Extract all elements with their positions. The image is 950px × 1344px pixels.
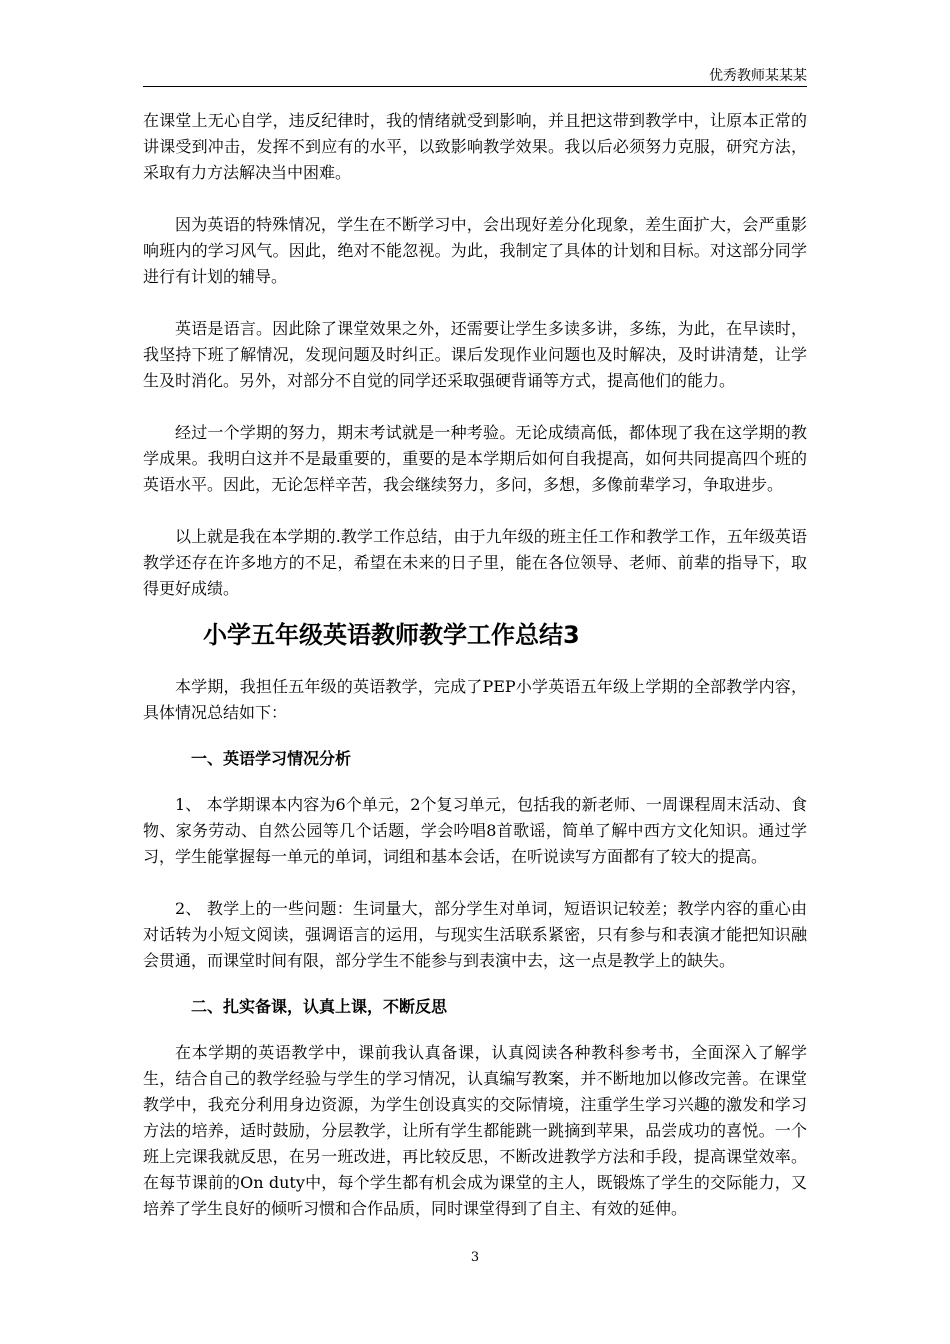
section-title: 小学五年级英语教师教学工作总结3 [203,621,580,649]
document-body [143,108,807,1248]
body-paragraph: 经过一个学期的努力，期末考试就是一种考验。无论成绩高低，都体现了我在这学期的教学成果。我明白这并不是最重要的，重要的是本学期后如何自我提高，如何共同提高四个班的英语水平。因此，无论怎样辛苦，我会继续努力，多问，多想，多像前辈学习，争取进步。 [143,423,807,494]
body-paragraph: 因为英语的特殊情况，学生在不断学习中，会出现好差分化现象，差生面扩大，会严重影响班内的学习风气。因此，绝对不能忽视。为此，我制定了具体的计划和目标。对这部分同学进行有计划的辅导。 [143,215,807,286]
body-paragraph: 在本学期的英语教学中，课前我认真备课，认真阅读各种教科参考书，全面深入了解学生，结合自己的教学经验与学生的学习情况，认真编写教案，并不断地加以修改完善。在课堂教学中，我充分利用身边资源，为学生创设真实的交际情境，注重学生学习兴趣的激发和学习方法的培养，适时鼓励，分层教学，让所有学生都能跳一跳摘到苹果，品尝成功的喜悦。一个班上完课我就反思，在另一班改进，再比较反思，不断改进教学方法和手段，提高课堂效率。在每节课前的On duty中，每个学生都有机会成为课堂的主人，既锻炼了学生的交际能力，又培养了学生良好的倾听习惯和合作品质，同时课堂得到了自主、有效的延伸。 [143,1043,807,1218]
intro-paragraph: 本学期，我担任五年级的英语教学，完成了PEP小学英语五年级上学期的全部教学内容，具体情况总结如下： [143,677,807,722]
body-paragraph: 英语是语言。因此除了课堂效果之外，还需要让学生多读多讲，多练，为此，在早读时，我坚持下班了解情况，发现问题及时纠正。课后发现作业问题也及时解决，及时讲清楚，让学生及时消化。另外，对部分不自觉的同学还采取强硬背诵等方式，提高他们的能力。 [143,319,807,390]
body-paragraph: 以上就是我在本学期的.教学工作总结，由于九年级的班主任工作和教学工作，五年级英语教学还存在许多地方的不足，希望在未来的日子里，能在各位领导、老师、前辈的指导下，取得更好成绩。 [143,527,807,598]
body-paragraph: 在课堂上无心自学，违反纪律时，我的情绪就受到影响，并且把这带到教学中，让原本正常的讲课受到冲击，发挥不到应有的水平，以致影响教学效果。我以后必须努力克服，研究方法，采取有力方法解决当中困难。 [143,111,807,182]
list-item-1: 1、 本学期课本内容为6个单元，2个复习单元，包括我的新老师、一周课程周末活动、食物、家务劳动、自然公园等几个话题，学会吟唱8首歌谣，简单了解中西方文化知识。通过学习，学生能掌握每一单元的单词，词组和基本会话，在听说读写方面都有了较大的提高。 [143,795,807,866]
section-heading-2: 二、扎实备课，认真上课，不断反思 [191,997,448,1016]
section-heading-1: 一、英语学习情况分析 [191,749,352,768]
page-header: 优秀教师某某某 [709,68,807,84]
page-number: 3 [470,1250,480,1265]
list-item-2: 2、 教学上的一些问题：生词量大，部分学生对单词，短语识记较差；教学内容的重心由对话转为小短文阅读，强调语言的运用，与现实生活联系紧密，只有参与和表演才能把知识融会贯通，而课堂时间有限，部分学生不能参与到表演中去，这一点是教学上的缺失。 [143,899,807,970]
header-divider [143,86,807,87]
